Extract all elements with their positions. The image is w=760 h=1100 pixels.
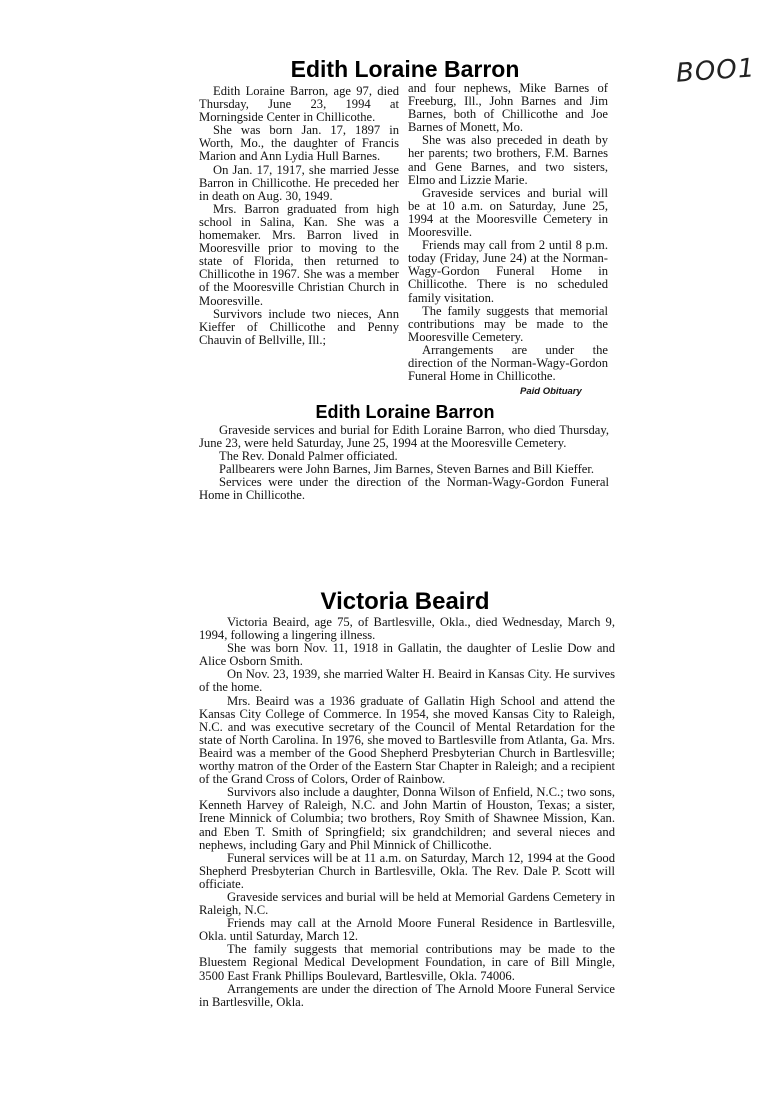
notice-2-body xyxy=(199,424,609,503)
paragraph: The family suggests that memorial contributions may be made to the Mooresville Cemetery. xyxy=(408,303,608,344)
paragraph: Friends may call at the Arnold Moore Funeral Residence in Bartlesville, Okla. until Saturday, March 12. xyxy=(199,916,615,944)
obituary-3-body xyxy=(199,616,615,1009)
obituary-3-title: Victoria Beaird xyxy=(320,588,490,615)
paragraph: She was born Nov. 11, 1918 in Gallatin, the daughter of Leslie Dow and Alice Osborn Smith. xyxy=(199,641,615,669)
paragraph: Graveside services and burial will be held at Memorial Gardens Cemetery in Raleigh, N.C. xyxy=(199,889,615,918)
paragraph: Mrs. Barron graduated from high school in Salina, Kan. She was a homemaker. Mrs. Barron lived in Mooresville prior to moving to the state of Florida, then returned to Chillicothe in 1967. She was a member of the Mooresville Christian Church in Mooresville. xyxy=(199,201,399,308)
paragraph: Pallbearers were John Barnes, Jim Barnes, Steven Barnes and Bill Kieffer. xyxy=(219,462,595,477)
paragraph: On Nov. 23, 1939, she married Walter H. Beaird in Kansas City. He survives of the home. xyxy=(199,667,615,695)
paragraph: She was born Jan. 17, 1897 in Worth, Mo., the daughter of Francis Marion and Ann Lydia Hull Barnes. xyxy=(199,123,399,164)
paragraph: She was also preceded in death by her parents; two brothers, F.M. Barnes and Gene Barnes, and two sisters, Elmo and Lizzie Marie. xyxy=(408,133,608,187)
obituary-1-column-2 xyxy=(408,82,608,383)
paragraph: On Jan. 17, 1917, she married Jesse Barron in Chillicothe. He preceded her in death on Aug. 30, 1949. xyxy=(199,162,399,203)
paragraph: Graveside services and burial will be at 10 a.m. on Saturday, June 25, 1994 at the Mooresville Cemetery in Mooresville. xyxy=(408,185,608,240)
paragraph: Victoria Beaird, age 75, of Bartlesville, Okla., died Wednesday, March 9, 1994, following a lingering illness. xyxy=(199,615,615,643)
handwritten-annotation: BOO1 xyxy=(675,53,757,89)
paragraph: Survivors include two nieces, Ann Kieffer of Chillicothe and Penny Chauvin of Bellville, Ill.; xyxy=(199,306,399,347)
paragraph: The family suggests that memorial contributions may be made to the Bluestem Regional Medical Development Foundation, in care of Bill Mingle, 3500 East Frank Phillips Boulevard, Bartlesville, Okla. 74006. xyxy=(199,942,615,983)
paragraph: Graveside services and burial for Edith Loraine Barron, who died Thursday, June 23, were held Saturday, June 25, 1994 at the Mooresville Cemetery. xyxy=(199,423,609,451)
paragraph: Arrangements are under the direction of The Arnold Moore Funeral Service in Bartlesville, Okla. xyxy=(199,981,615,1009)
paragraph: Survivors also include a daughter, Donna Wilson of Enfield, N.C.; two sons, Kenneth Harvey of Raleigh, N.C. and John Martin of Houston, Texas; a sister, Irene Minnick of Columbia; two brothers, Roy Smith of Shawnee Mission, Kan. and Eben T. Smith of Springfield; six grandchildren; and several nieces and nephews, including Gary and Phil Minnick of Chillicothe. xyxy=(199,785,615,852)
paid-obituary-label: Paid Obituary xyxy=(520,386,582,397)
paragraph: The Rev. Donald Palmer officiated. xyxy=(219,449,398,464)
paragraph: Arrangements are under the direction of the Norman-Wagy-Gordon Funeral Home in Chillicothe. xyxy=(408,342,608,384)
paragraph: and four nephews, Mike Barnes of Freeburg, Ill., John Barnes and Jim Barnes, both of Chillicothe and Joe Barnes of Monett, Mo. xyxy=(408,81,608,135)
paragraph: Services were under the direction of the Norman-Wagy-Gordon Funeral Home in Chillicothe. xyxy=(199,475,609,503)
paragraph: Edith Loraine Barron, age 97, died Thursday, June 23, 1994 at Morningside Center in Chillicothe. xyxy=(199,84,399,125)
paragraph: Funeral services will be at 11 a.m. on Saturday, March 12, 1994 at the Good Shepherd Presbyterian Church in Bartlesville, Okla. The Rev. Dale P. Scott will officiate. xyxy=(199,850,615,891)
obituary-1-column-1 xyxy=(199,85,399,347)
obituary-1-title: Edith Loraine Barron xyxy=(290,56,520,82)
notice-2-title: Edith Loraine Barron xyxy=(315,402,495,422)
paragraph: Mrs. Beaird was a 1936 graduate of Gallatin High School and attend the Kansas City College of Commerce. In 1954, she moved Kansas City to Raleigh, N.C. and was executive secretary of the Council of Mental Retardation for the state of North Carolina. In 1976, she moved to Bartlesville from Atlanta, Ga. Mrs. Beaird was a member of the Good Shepherd Presbyterian Church in Bartlesville; worthy matron of the Order of the Eastern Star Chapter in Raleigh; and a recipient of the Grand Cross of Colors, Order of Rainbow. xyxy=(199,693,615,787)
paragraph: Friends may call from 2 until 8 p.m. today (Friday, June 24) at the Norman-Wagy-Gordon Funeral Home in Chillicothe. There is no scheduled family visitation. xyxy=(408,238,608,305)
